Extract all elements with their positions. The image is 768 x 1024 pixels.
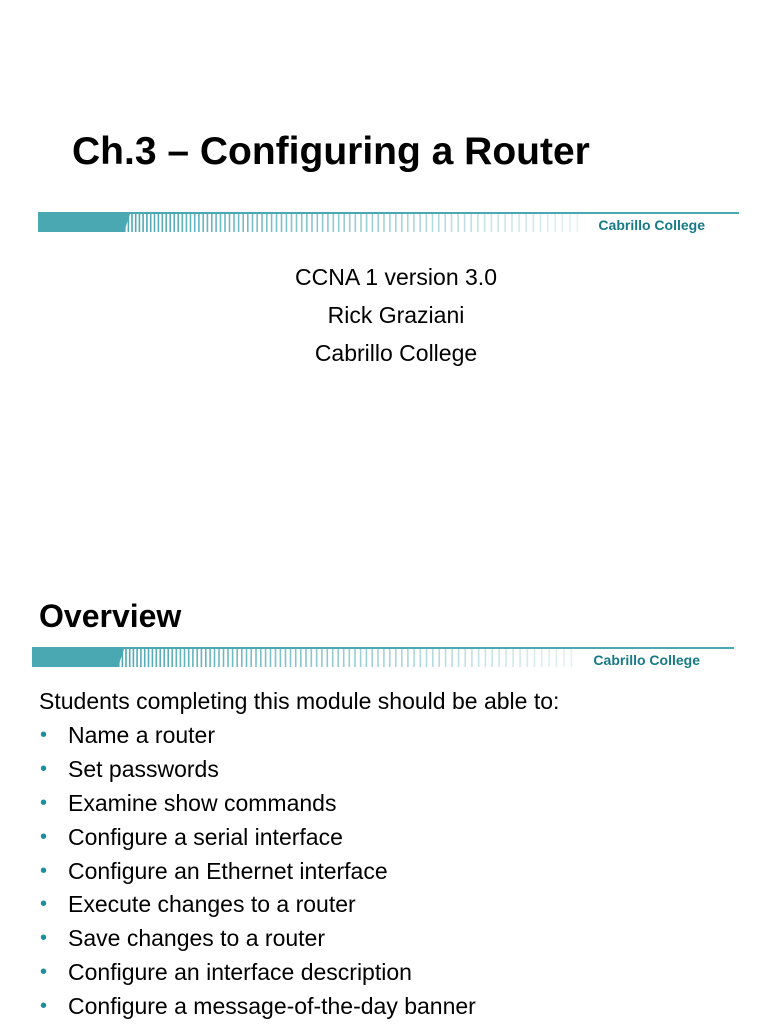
bullet-icon: • bbox=[40, 859, 48, 882]
banner-stripe bbox=[360, 214, 362, 232]
banner-stripe bbox=[485, 649, 487, 667]
banner-stripe bbox=[360, 649, 362, 667]
banner-stripe bbox=[563, 649, 565, 667]
banner-stripe bbox=[343, 649, 345, 667]
banner-stripe bbox=[401, 214, 403, 232]
banner-stripe bbox=[577, 214, 579, 232]
bullet-icon: • bbox=[40, 724, 48, 746]
banner-stripe bbox=[317, 214, 319, 232]
banner-stripe bbox=[224, 214, 226, 232]
banner-stripe bbox=[497, 214, 499, 232]
banner-stripe bbox=[484, 214, 486, 232]
banner-stripe bbox=[354, 649, 356, 667]
banner-stripe bbox=[533, 214, 535, 232]
banner-stripe bbox=[311, 649, 313, 667]
banner-stripe bbox=[332, 649, 334, 667]
banner-stripe bbox=[169, 214, 171, 232]
banner-stripe bbox=[300, 649, 302, 667]
banner-stripe bbox=[527, 649, 529, 667]
banner-stripe bbox=[470, 214, 472, 232]
banner-stripe bbox=[413, 214, 415, 232]
subtitle-institution: Cabrillo College bbox=[314, 340, 478, 366]
bullet-icon: • bbox=[40, 757, 48, 780]
banner-stripe bbox=[220, 214, 222, 232]
banner-stripe bbox=[451, 649, 453, 667]
banner-rule bbox=[38, 212, 739, 214]
banner-stripe bbox=[525, 214, 527, 232]
banner-stripe bbox=[316, 649, 318, 667]
banner-stripe bbox=[547, 214, 549, 232]
banner-stripe bbox=[554, 214, 556, 232]
banner-stripe bbox=[252, 214, 254, 232]
banner-stripe bbox=[491, 214, 493, 232]
banner-stripe bbox=[129, 649, 131, 667]
banner-stripe bbox=[505, 649, 507, 667]
banner-stripe bbox=[238, 214, 240, 232]
banner-stripe bbox=[167, 649, 169, 667]
banner-stripe bbox=[464, 649, 466, 667]
banner-stripe bbox=[464, 214, 466, 232]
banner-stripe bbox=[383, 649, 385, 667]
banner-stripe bbox=[176, 649, 178, 667]
banner-stripe bbox=[131, 214, 133, 232]
banner-stripe bbox=[451, 214, 453, 232]
banner-stripe bbox=[227, 649, 229, 667]
banner-stripe bbox=[188, 649, 190, 667]
banner-stripe bbox=[128, 214, 130, 232]
banner-stripe bbox=[301, 214, 303, 232]
banner-stripe bbox=[296, 214, 298, 232]
banner-label: Cabrillo College bbox=[598, 217, 705, 233]
banner-stripe bbox=[377, 649, 379, 667]
banner-stripe bbox=[389, 649, 391, 667]
banner-stripe bbox=[211, 214, 213, 232]
banner-stripe bbox=[491, 649, 493, 667]
banner-stripe bbox=[407, 214, 409, 232]
banner-stripe bbox=[173, 214, 175, 232]
banner-stripe bbox=[349, 649, 351, 667]
banner-stripe bbox=[255, 649, 257, 667]
banner-stripe bbox=[366, 214, 368, 232]
intro-text: Students completing this module should be able to: bbox=[39, 688, 560, 714]
banner-stripe bbox=[171, 649, 173, 667]
banner-stripe bbox=[122, 649, 124, 667]
banner-stripe bbox=[540, 214, 542, 232]
banner-stripe bbox=[250, 649, 252, 667]
banner-stripe bbox=[136, 649, 138, 667]
banner-stripe bbox=[383, 214, 385, 232]
banner-stripe bbox=[504, 214, 506, 232]
banner-stripe bbox=[432, 214, 434, 232]
banner-stripe bbox=[265, 649, 267, 667]
banner-stripe bbox=[519, 649, 521, 667]
banner-stripe bbox=[247, 214, 249, 232]
banner-stripe bbox=[201, 649, 203, 667]
banner-stripe bbox=[556, 649, 558, 667]
banner-stripe bbox=[512, 649, 514, 667]
banner-stripe bbox=[125, 649, 127, 667]
banner-stripe bbox=[194, 214, 196, 232]
banner-stripe bbox=[327, 649, 329, 667]
banner-stripe bbox=[432, 649, 434, 667]
banner-stripe bbox=[162, 214, 164, 232]
banner-stripe bbox=[311, 214, 313, 232]
banner-stripe bbox=[477, 214, 479, 232]
banner-stripe bbox=[165, 214, 167, 232]
banner-stripe bbox=[215, 214, 217, 232]
subtitle-author: Rick Graziani bbox=[327, 302, 465, 328]
banner-stripe bbox=[458, 649, 460, 667]
banner-stripe bbox=[205, 649, 207, 667]
banner-stripe bbox=[135, 214, 137, 232]
banner-stripe bbox=[285, 649, 287, 667]
banner-stripe bbox=[548, 649, 550, 667]
banner-stripe bbox=[280, 649, 282, 667]
banner-rule bbox=[32, 647, 734, 649]
banner-stripe bbox=[124, 214, 126, 232]
banner-stripe bbox=[196, 649, 198, 667]
banner-stripe bbox=[118, 649, 120, 667]
banner-stripe bbox=[371, 649, 373, 667]
banner-stripe bbox=[144, 649, 146, 667]
banner-stripe bbox=[286, 214, 288, 232]
banner-stripe bbox=[281, 214, 283, 232]
banner-stripe bbox=[305, 649, 307, 667]
slide-title: Overview bbox=[39, 598, 182, 634]
banner-stripe bbox=[276, 214, 278, 232]
banner-stripe bbox=[413, 649, 415, 667]
banner-stripe bbox=[177, 214, 179, 232]
banner-stripe bbox=[261, 214, 263, 232]
banner-stripe bbox=[275, 649, 277, 667]
banner-stripe bbox=[156, 649, 158, 667]
banner-stripe bbox=[541, 649, 543, 667]
banner-stripe bbox=[236, 649, 238, 667]
banner-stripe bbox=[140, 649, 142, 667]
banner-stripe bbox=[148, 649, 150, 667]
banner-stripe bbox=[327, 214, 329, 232]
banner-stripe bbox=[180, 649, 182, 667]
banner-stripe bbox=[186, 214, 188, 232]
banner-stripe bbox=[389, 214, 391, 232]
subtitle-block bbox=[0, 258, 768, 372]
banner-stripe bbox=[306, 214, 308, 232]
banner-stripe bbox=[163, 649, 165, 667]
banner-stripe bbox=[158, 214, 160, 232]
banner-stripe bbox=[291, 214, 293, 232]
bullet-icon: • bbox=[40, 893, 48, 916]
bullet-icon: • bbox=[40, 927, 48, 950]
banner-stripe bbox=[209, 649, 211, 667]
banner-stripe bbox=[471, 649, 473, 667]
bullet-icon: • bbox=[40, 995, 48, 1018]
banner-stripe bbox=[270, 649, 272, 667]
banner-stripe bbox=[214, 649, 216, 667]
banner-stripe bbox=[445, 649, 447, 667]
cabrillo-banner bbox=[32, 646, 734, 672]
banner-stripe bbox=[498, 649, 500, 667]
banner-stripe bbox=[401, 649, 403, 667]
banner-stripe bbox=[366, 649, 368, 667]
banner-stripe bbox=[569, 214, 571, 232]
banner-wedge bbox=[32, 649, 124, 667]
banner-stripe bbox=[152, 649, 154, 667]
banner-stripe bbox=[142, 214, 144, 232]
banner-stripe bbox=[223, 649, 225, 667]
banner-stripe bbox=[407, 649, 409, 667]
banner-stripe bbox=[457, 214, 459, 232]
banner-stripe bbox=[232, 649, 234, 667]
banner-stripe bbox=[534, 649, 536, 667]
banner-stripe bbox=[295, 649, 297, 667]
banner-stripe bbox=[266, 214, 268, 232]
banner-stripe bbox=[426, 214, 428, 232]
banner-stripe bbox=[355, 214, 357, 232]
banner-stripe bbox=[184, 649, 186, 667]
banner-stripe bbox=[154, 214, 156, 232]
banner-stripe bbox=[478, 649, 480, 667]
banner-stripe bbox=[229, 214, 231, 232]
bullet-icon: • bbox=[40, 961, 48, 984]
banner-stripe bbox=[438, 649, 440, 667]
banner-stripe bbox=[395, 649, 397, 667]
banner-stripe bbox=[426, 649, 428, 667]
banner-stripe bbox=[343, 214, 345, 232]
banner-stripe bbox=[349, 214, 351, 232]
banner-stripe bbox=[322, 214, 324, 232]
banner-stripe bbox=[246, 649, 248, 667]
banner-stripe bbox=[372, 214, 374, 232]
banner-stripe bbox=[159, 649, 161, 667]
banner-stripe bbox=[260, 649, 262, 667]
cabrillo-banner bbox=[38, 211, 739, 237]
banner-stripe bbox=[190, 214, 192, 232]
subtitle-course: CCNA 1 version 3.0 bbox=[295, 264, 497, 290]
banner-stripe bbox=[198, 214, 200, 232]
banner-stripe bbox=[562, 214, 564, 232]
banner-stripe bbox=[233, 214, 235, 232]
banner-stripe bbox=[133, 649, 135, 667]
banner-stripe bbox=[333, 214, 335, 232]
banner-stripe bbox=[571, 649, 573, 667]
banner-stripe bbox=[150, 214, 152, 232]
banner-stripe bbox=[139, 214, 141, 232]
banner-wedge bbox=[38, 214, 130, 232]
banner-stripe bbox=[218, 649, 220, 667]
banner-stripe bbox=[182, 214, 184, 232]
banner-label: Cabrillo College bbox=[593, 652, 700, 668]
bullet-icon: • bbox=[40, 791, 48, 814]
banner-stripe bbox=[321, 649, 323, 667]
banner-stripe bbox=[444, 214, 446, 232]
banner-stripe bbox=[377, 214, 379, 232]
banner-stripe bbox=[511, 214, 513, 232]
slide-title: Ch.3 – Configuring a Router bbox=[72, 130, 590, 173]
banner-stripe bbox=[338, 214, 340, 232]
banner-stripe bbox=[271, 214, 273, 232]
banner-stripe bbox=[241, 649, 243, 667]
banner-stripe bbox=[420, 649, 422, 667]
banner-stripe bbox=[290, 649, 292, 667]
banner-stripe bbox=[518, 214, 520, 232]
banner-stripe bbox=[337, 649, 339, 667]
banner-stripe bbox=[146, 214, 148, 232]
banner-stripe bbox=[395, 214, 397, 232]
bullet-icon: • bbox=[40, 825, 48, 848]
banner-stripe bbox=[256, 214, 258, 232]
banner-stripe bbox=[202, 214, 204, 232]
banner-stripe bbox=[419, 214, 421, 232]
banner-stripe bbox=[438, 214, 440, 232]
banner-stripe bbox=[242, 214, 244, 232]
banner-stripe bbox=[192, 649, 194, 667]
banner-stripe bbox=[207, 214, 209, 232]
